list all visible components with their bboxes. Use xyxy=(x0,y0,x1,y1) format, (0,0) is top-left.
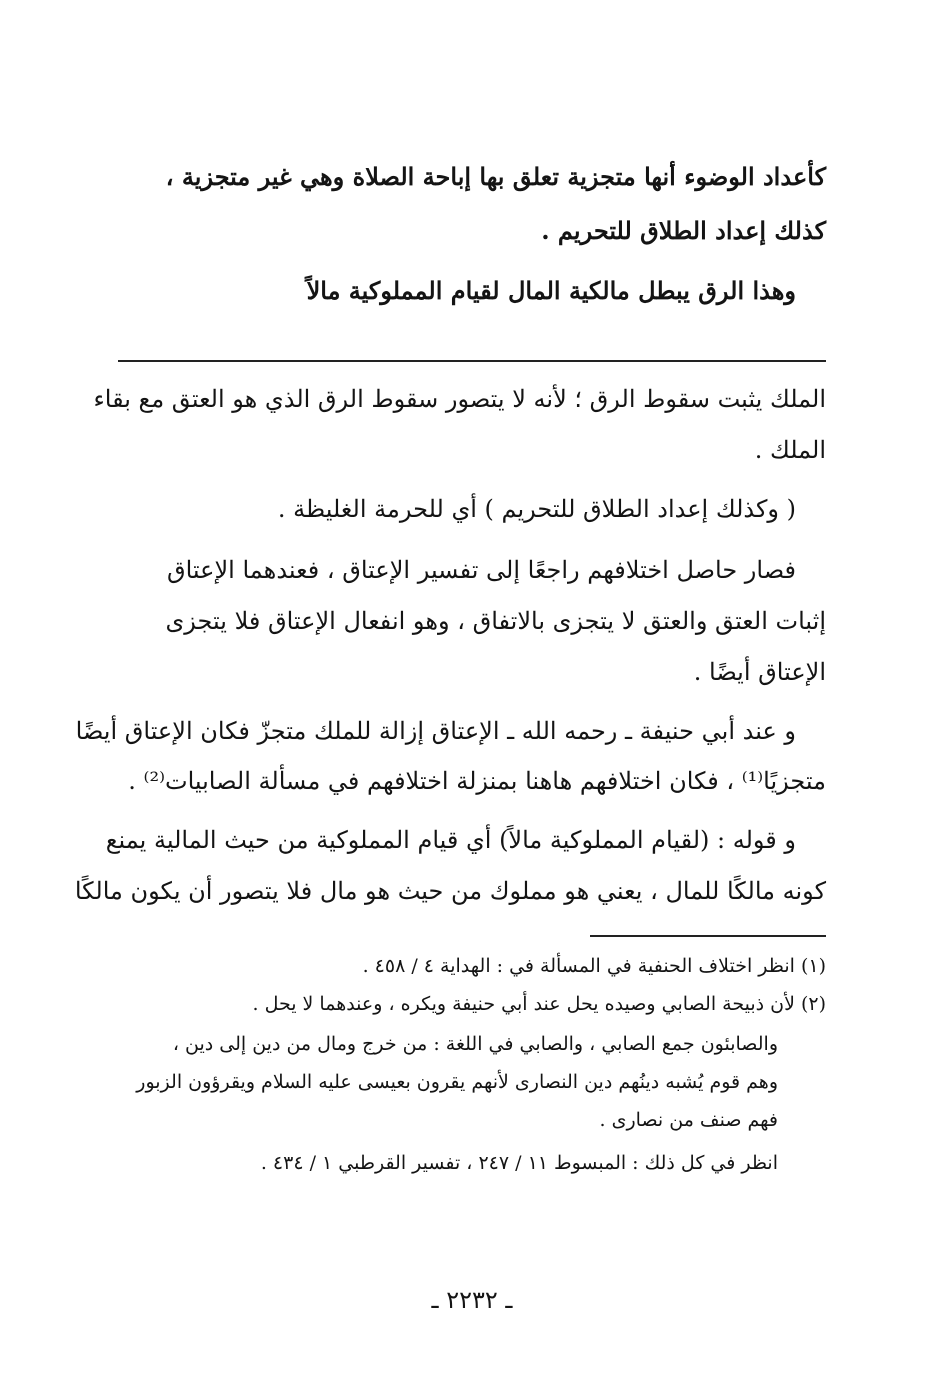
footnote-2-line-5: انظر في كل ذلك : المبسوط ١١ / ٢٤٧ ، تفسير القرطبي ١ / ٤٣٤ . xyxy=(260,1152,778,1174)
section-divider xyxy=(118,360,826,362)
matn-line-2: كذلك إعداد الطلاق للتحريم . xyxy=(541,216,826,245)
commentary-line-4: فصار حاصل اختلافهم راجعًا إلى تفسير الإعتاق ، فعندهما الإعتاق xyxy=(167,556,796,584)
footnote-2-line-2: والصابئون جمع الصابي ، والصابي في اللغة : من خرج ومال من دين إلى دين ، xyxy=(172,1033,778,1055)
footnote-2-line-3: وهم قوم يُشبه دينُهم دين النصارى لأنهم يقرون بعيسى عليه السلام ويقرؤون الزبور xyxy=(136,1071,778,1093)
footnote-2: (٢) لأن ذبيحة الصابي وصيده يحل عند أبي حنيفة ويكره ، وعندهما لا يحل . xyxy=(252,993,826,1015)
commentary-line-10: كونه مالكًا للمال ، يعني هو مملوك من حيث هو مال فلا يتصور أن يكون مالكًا xyxy=(74,877,826,905)
commentary-line-7: و عند أبي حنيفة ـ رحمه الله ـ الإعتاق إزالة للملك متجزّ فكان الإعتاق أيضًا xyxy=(75,717,796,745)
commentary-line-1: الملك يثبت سقوط الرق ؛ لأنه لا يتصور سقوط الرق الذي هو العتق مع بقاء xyxy=(93,385,826,413)
footnote-divider xyxy=(590,935,826,937)
page-number: ـ ٢٢٣٢ ـ xyxy=(431,1286,513,1314)
footnote-1: (١) انظر اختلاف الحنفية في المسألة في : الهداية ٤ / ٤٥٨ . xyxy=(362,955,826,977)
commentary-line-3: ( وكذلك إعداد الطلاق للتحريم ) أي للحرمة الغليظة . xyxy=(277,495,796,523)
commentary-line-5: إثبات العتق والعتق لا يتجزى بالاتفاق ، وهو انفعال الإعتاق فلا يتجزى xyxy=(165,607,826,635)
commentary-line-6: الإعتاق أيضًا . xyxy=(693,658,826,686)
matn-line-1: كأعداد الوضوء أنها متجزية تعلق بها إباحة الصلاة وهي غير متجزية ، xyxy=(165,162,826,191)
commentary-line-2: الملك . xyxy=(754,436,826,464)
matn-line-3: وهذا الرق يبطل مالكية المال لقيام المملوكية مالاً xyxy=(306,276,796,305)
footnote-2-line-4: فهم صنف من نصارى . xyxy=(599,1109,778,1131)
commentary-line-9: و قوله : (لقيام المملوكية مالاً) أي قيام المملوكية من حيث المالية يمنع xyxy=(105,826,796,854)
commentary-line-8: متجزيًا⁽¹⁾ ، فكان اختلافهم هاهنا بمنزلة اختلافهم في مسألة الصابيات⁽²⁾ . xyxy=(128,767,826,795)
